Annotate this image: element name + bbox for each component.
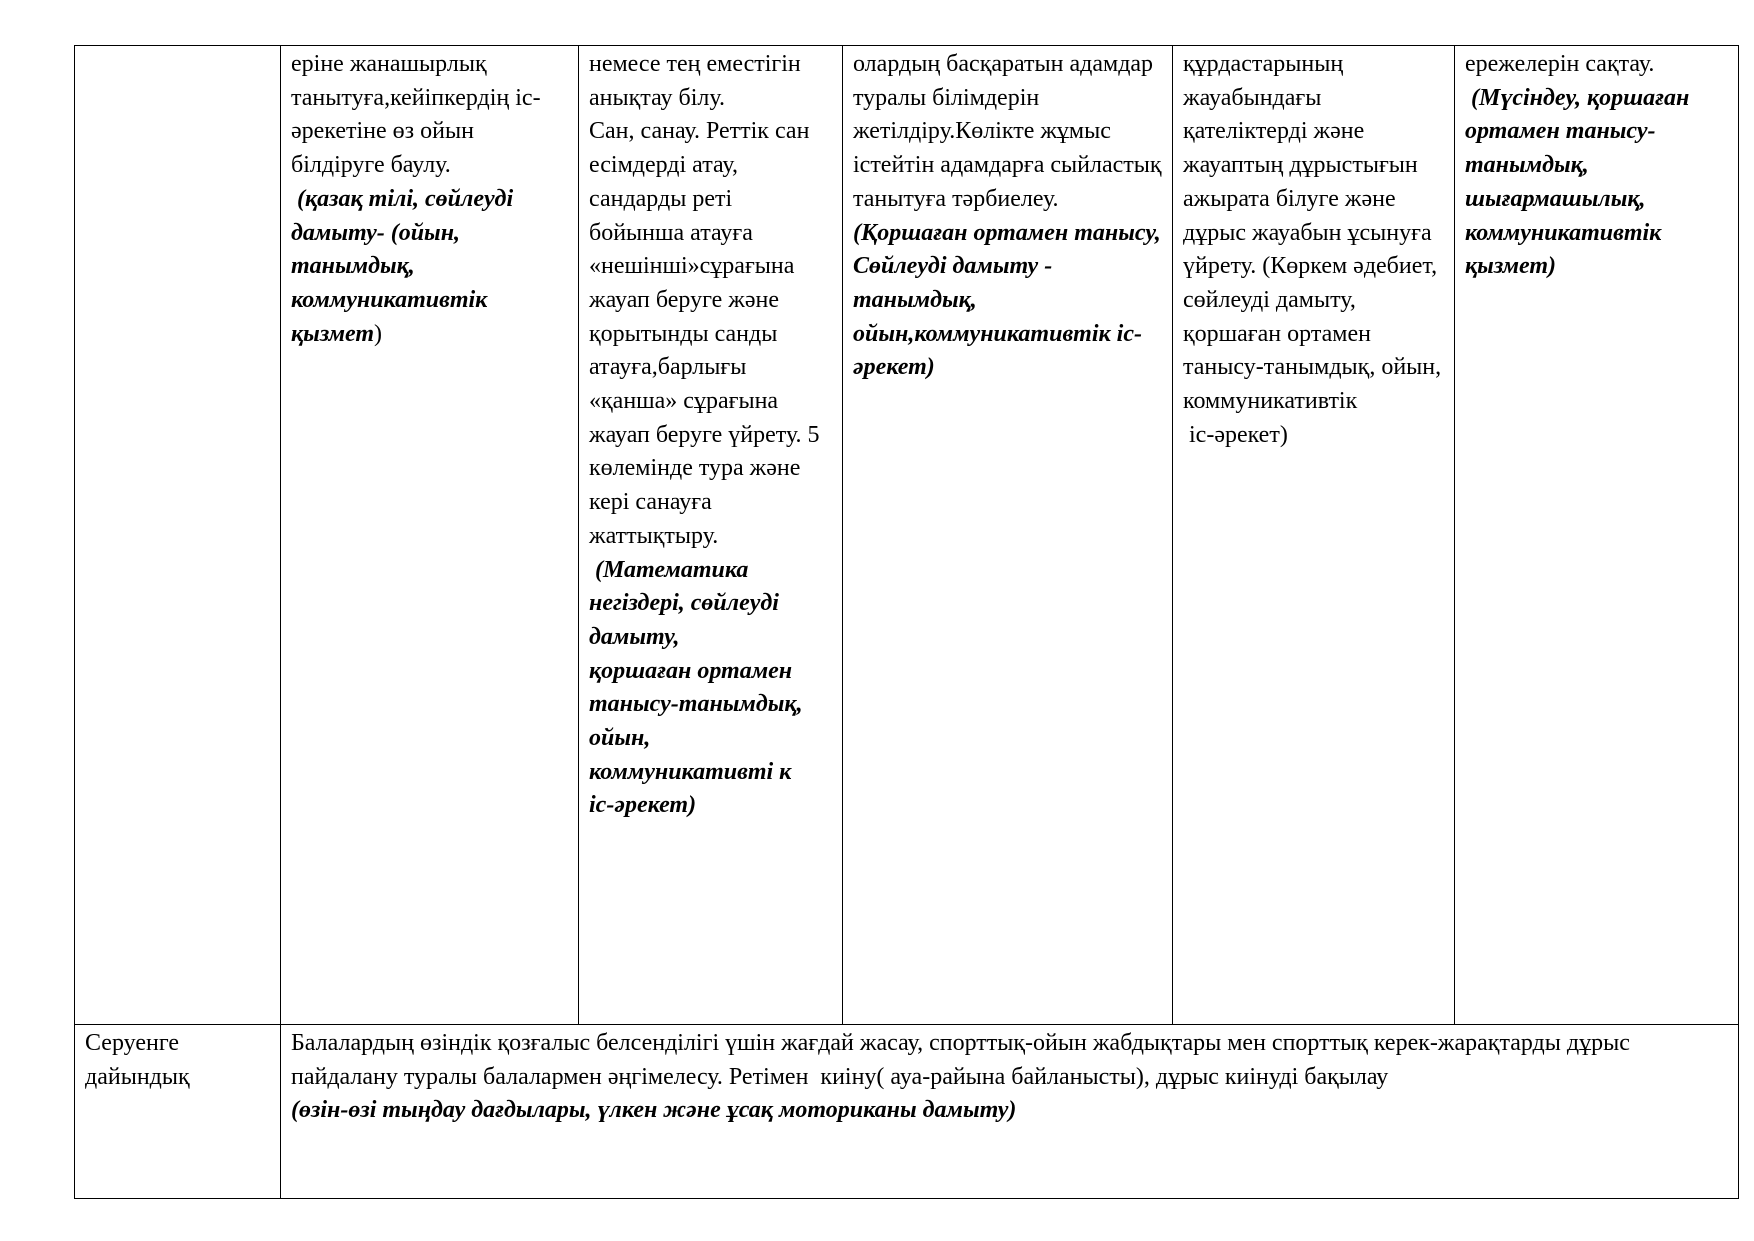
- cell-tail: ): [374, 320, 383, 347]
- row-label: Серуенге дайындық: [85, 1030, 190, 1090]
- table-cell: [1173, 46, 1455, 1025]
- table-row: [75, 46, 1739, 1025]
- cell-text: еріне жанашырлық танытуға,кейіпкердің іс-әрекетіне өз ойын білдіруге баулу.: [291, 51, 541, 179]
- cell-subject-note: (қазақ тілі, сөйлеуді дамыту- (ойын, танымдық, коммуникативтік қызмет: [291, 185, 520, 347]
- row-label-cell: [75, 1025, 281, 1199]
- table-cell: [1455, 46, 1739, 1025]
- table-cell: [281, 46, 579, 1025]
- cell-subject-note: (Мүсіндеу, қоршаған ортамен танысу-танымдық, шығармашылық, коммуникативтік қызмет): [1465, 84, 1696, 280]
- row-label-cell: [75, 46, 281, 1025]
- table-cell: [843, 46, 1173, 1025]
- table-cell: [579, 46, 843, 1025]
- cell-text: құрдастарының жауабындағы қателіктерді және жауаптың дұрыстығын ажырата білуге және дұрыс жауабын ұсынуға үйрету. (Көркем әдебиет, сөйлеуді дамыту, қоршаған ортамен танысу-танымдық, ойын, коммуникативтік іс-әрекет): [1183, 51, 1442, 448]
- table-row: [75, 1025, 1739, 1199]
- plan-table: [74, 45, 1739, 1199]
- cell-text: немесе тең еместігін анықтау білу. Сан, санау. Реттік сан есімдерді атау, сандарды реті бойынша атауға «нешінші»сұрағына жауап беруге және қорытынды санды атауға,барлығы «қанша» сұрағына жауап беруге үйрету. 5 көлемінде тура және кері санауға жаттықтыру.: [589, 51, 820, 549]
- cell-subject-note: (өзін-өзі тыңдау дағдылары, үлкен және ұсақ моториканы дамыту): [291, 1097, 1017, 1124]
- cell-text: олардың басқаратын адамдар туралы білімдерін жетілдіру.Көлікте жұмыс істейтін адамдарға сыйластық танытуға тәрбиелеу.: [853, 51, 1168, 212]
- cell-subject-note: (Қоршаған ортамен танысу, Сөйлеуді дамыту - танымдық, ойын,коммуникативтік іс-әрекет): [853, 219, 1161, 381]
- cell-subject-note: (Математика негіздері, сөйлеуді дамыту, қоршаған ортамен танысу-танымдық, ойын, коммуникативті к іс-әрекет): [589, 556, 803, 819]
- cell-text: ережелерін сақтау.: [1465, 51, 1655, 77]
- table-cell-wide: [281, 1025, 1739, 1199]
- cell-text: Балалардың өзіндік қозғалыс белсенділігі үшін жағдай жасау, спорттық-ойын жабдықтары мен спорттық керек-жарақтарды дұрыс пайдалану туралы балалармен әңгімелесу. Ретімен киіну( ауа-райына байланысты), дұрыс киінуді бақылау: [291, 1030, 1636, 1090]
